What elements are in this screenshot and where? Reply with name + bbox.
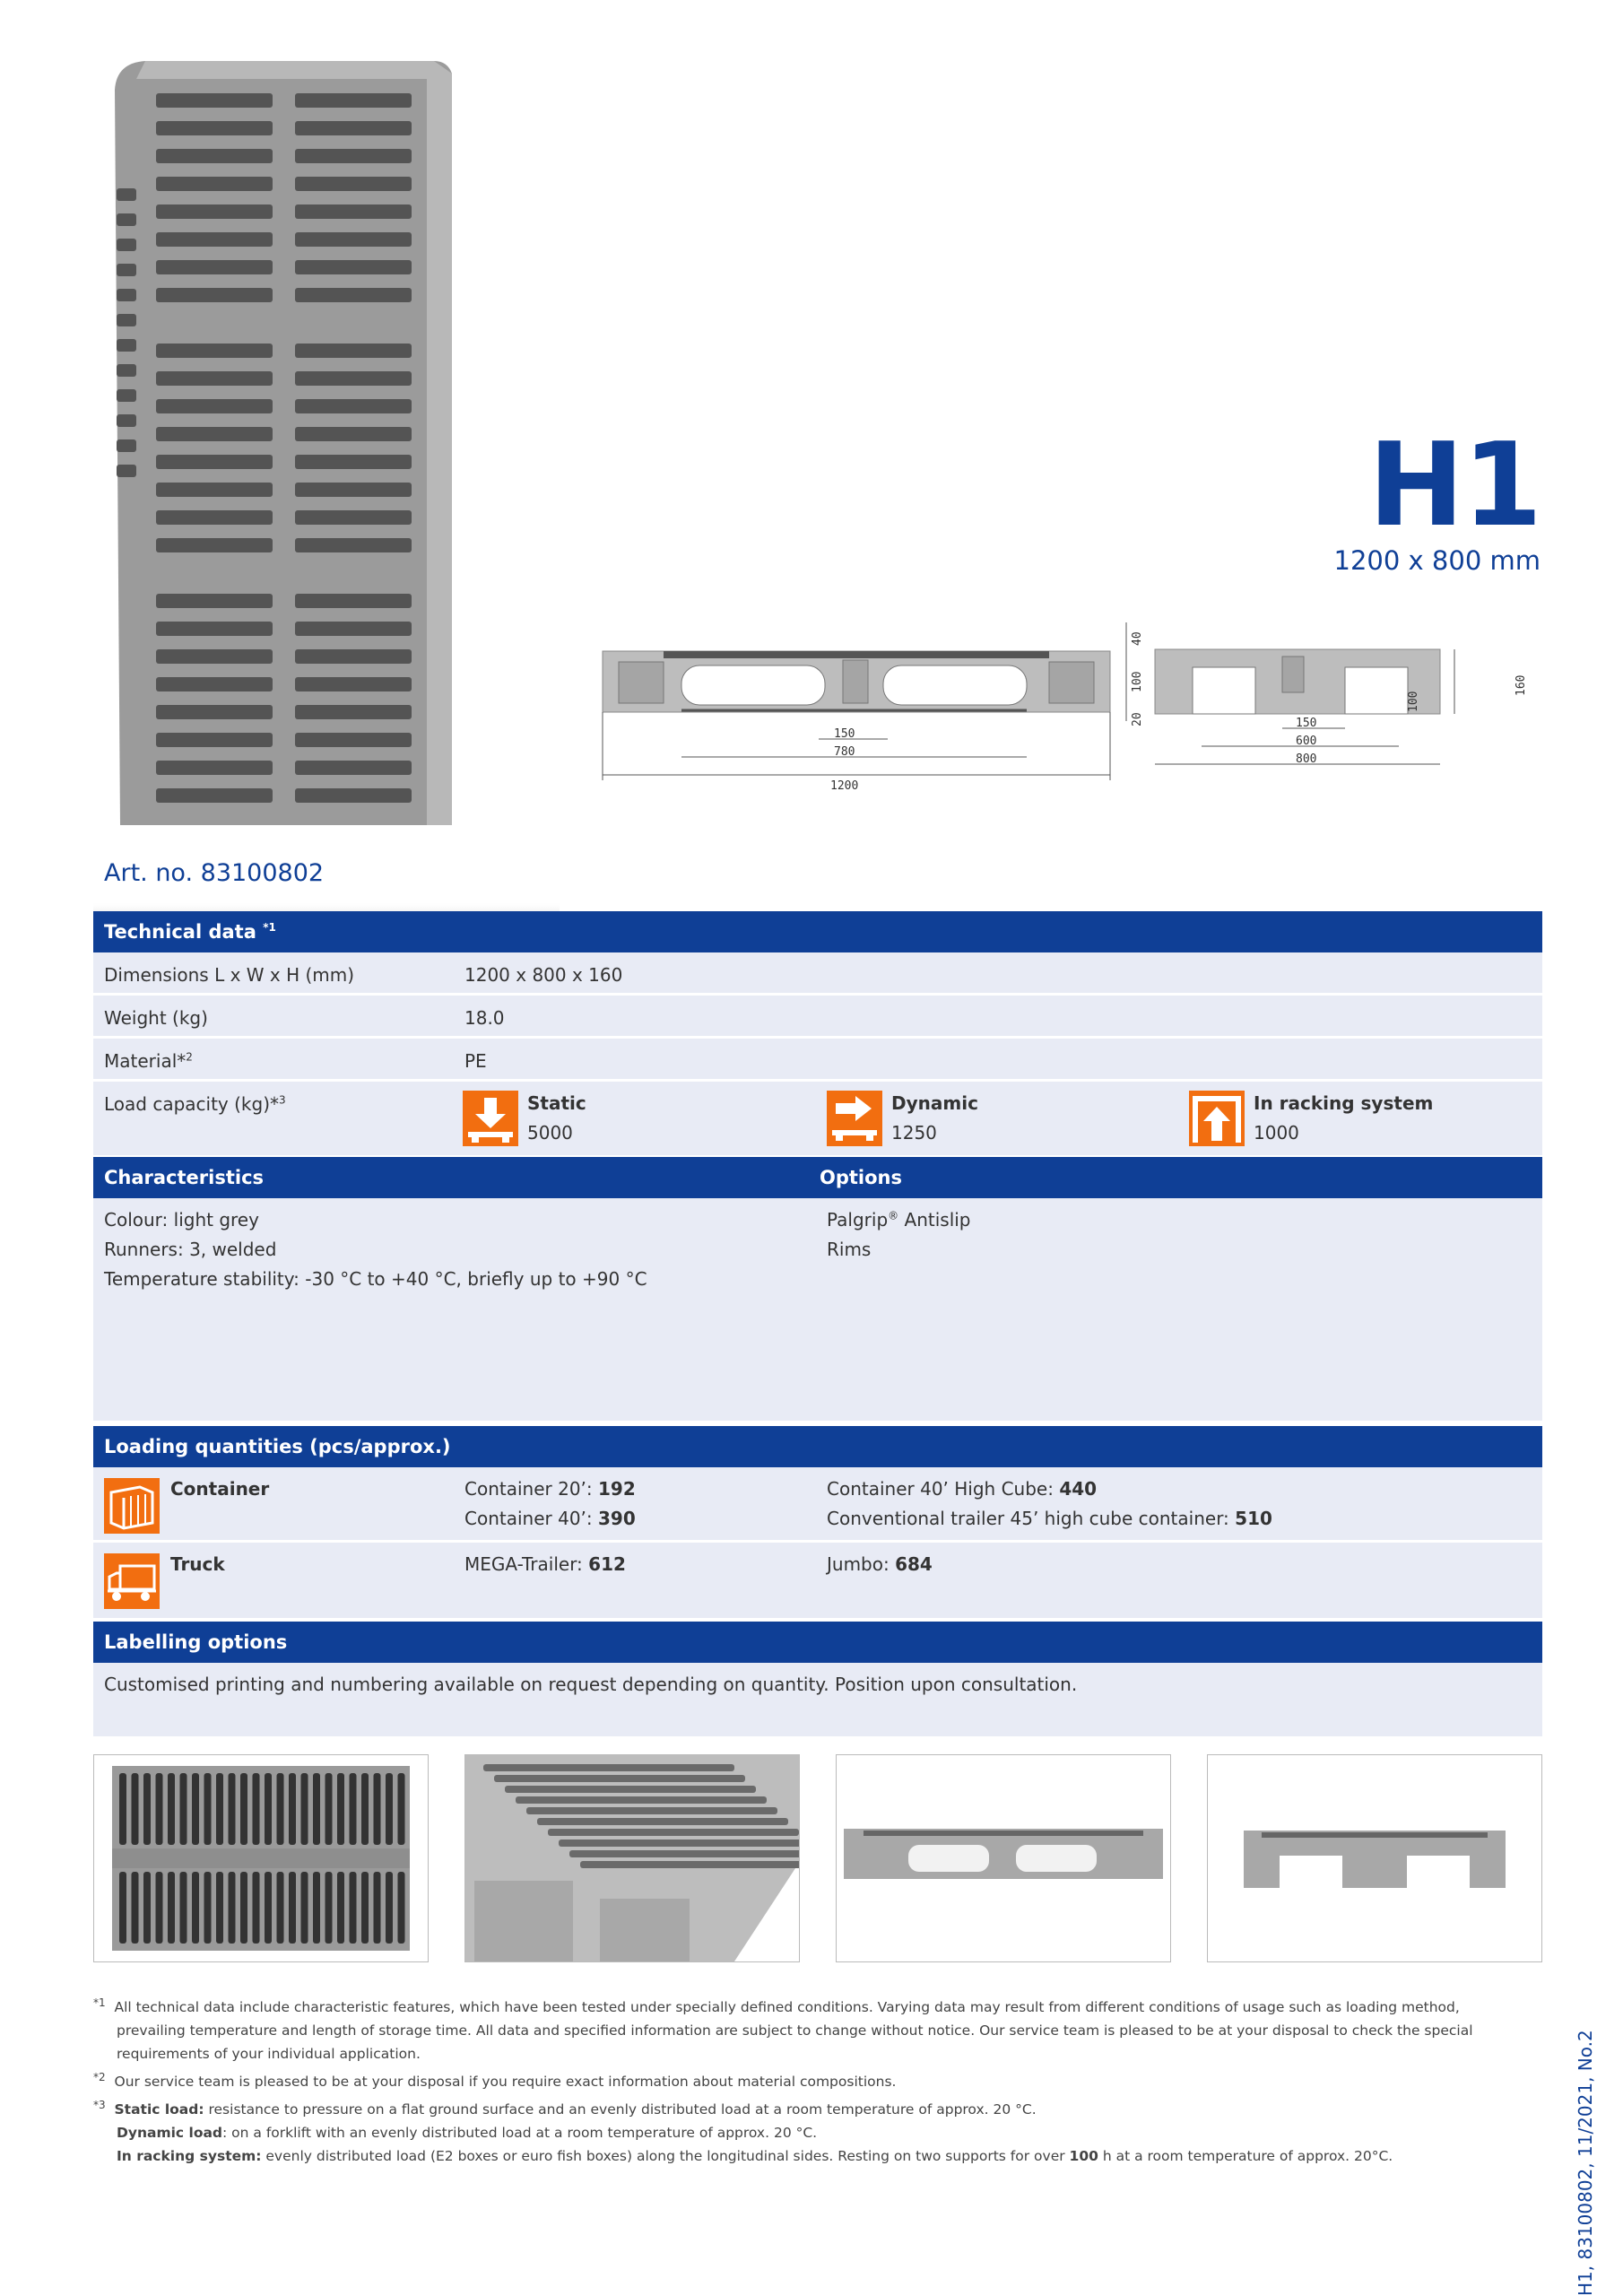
table-row-load-capacity: Load capacity (kg)*$^3$ Static 5000 Dynamic 1250 In racking system 1000: [93, 1082, 1542, 1155]
table-row-container: [93, 1467, 1542, 1543]
table-row-material: Material*$^2$ PE: [93, 1039, 1542, 1082]
document-reference: H1, 83100802, 11/2021, No.2: [1575, 2030, 1596, 2296]
dynamic-load-value: 1250: [891, 1122, 937, 1144]
characteristics-section: [93, 1198, 1542, 1421]
product-dimensions: 1200 x 800 mm: [1333, 545, 1541, 576]
table-row-truck: [93, 1543, 1542, 1618]
dynamic-load-label: Dynamic: [891, 1092, 978, 1114]
racking-load-icon: [1189, 1091, 1245, 1146]
container-20-quantity: Container 20’: 192: [464, 1478, 636, 1500]
end-dim-600: 600: [1296, 735, 1317, 748]
end-dim-160: 160: [1515, 674, 1528, 696]
loading-quantities-header: Loading quantities (pcs/approx.): [93, 1426, 1542, 1467]
table-row-dimensions: Dimensions L x W x H (mm) 1200 x 800 x 160: [93, 952, 1542, 996]
side-dim-40: 40: [1131, 631, 1144, 646]
pallet-hero-image: [93, 54, 560, 915]
footnote-2: $^{*2}$ Our service team is pleased to be at your disposal if you require exact information about material compositions.: [93, 2071, 897, 2091]
static-load-value: 5000: [527, 1122, 573, 1144]
side-view-drawing: [603, 622, 1144, 793]
container-40-quantity: Container 40’: 390: [464, 1508, 636, 1529]
characteristic-runners: Runners: 3, welded: [104, 1239, 277, 1260]
characteristics-header: Characteristics Options: [93, 1157, 1542, 1198]
truck-icon: [104, 1553, 160, 1609]
side-dim-1200: 1200: [830, 779, 859, 793]
footnote-3-racking: In racking system: evenly distributed load (E2 boxes or euro fish boxes) along the longitudinal sides. Resting on two supports for over 100 h at a room temperature of approx. 20°C.: [117, 2148, 1393, 2165]
footnote-3-dynamic: Dynamic load: on a forklift with an evenly distributed load at a room temperature of approx. 20 °C.: [117, 2125, 818, 2142]
footnote-3: $^{*3}$ Static load: resistance to pressure on a flat ground surface and an evenly distributed load at a room temperature of approx. 20 °C.: [93, 2099, 1037, 2118]
dynamic-load-icon: [827, 1091, 882, 1146]
thumbnail-top-view: [93, 1754, 429, 1962]
static-load-icon: [463, 1091, 518, 1146]
jumbo-quantity: Jumbo: 684: [827, 1553, 933, 1575]
thumbnail-end-view: [1207, 1754, 1542, 1962]
characteristic-colour: Colour: light grey: [104, 1209, 259, 1231]
trailer-quantity: Conventional trailer 45’ high cube container: 510: [827, 1508, 1272, 1529]
side-dim-150: 150: [834, 727, 855, 741]
side-dim-20: 20: [1131, 712, 1144, 726]
technical-data-header: Technical data $^{*1}$: [93, 911, 1542, 952]
side-dim-780: 780: [834, 745, 855, 759]
end-dim-150: 150: [1296, 717, 1317, 730]
container-hc-quantity: Container 40’ High Cube: 440: [827, 1478, 1098, 1500]
truck-label: Truck: [170, 1553, 225, 1575]
article-number: Art. no. 83100802: [104, 859, 325, 887]
labelling-options-section: [93, 1663, 1542, 1736]
static-load-label: Static: [527, 1092, 586, 1114]
technical-data-footnote-mark: *1: [263, 921, 276, 934]
racking-load-label: In racking system: [1254, 1092, 1434, 1114]
container-icon: [104, 1478, 160, 1534]
end-dim-800: 800: [1296, 752, 1317, 766]
footnotes: [93, 1991, 1492, 2168]
option-palgrip: Palgrip® Antislip: [827, 1209, 971, 1231]
thumbnail-side-view: [836, 1754, 1171, 1962]
side-dim-100: 100: [1131, 671, 1144, 692]
end-view-drawing: [1155, 649, 1528, 766]
option-rims: Rims: [827, 1239, 872, 1260]
labelling-options-text: Customised printing and numbering available on request depending on quantity. Position upon consultation.: [104, 1674, 1078, 1695]
product-name: H1: [1367, 419, 1541, 552]
characteristic-temperature: Temperature stability: -30 °C to +40 °C, briefly up to +90 °C: [104, 1268, 647, 1290]
table-row-weight: Weight (kg) 18.0: [93, 996, 1542, 1039]
mega-trailer-quantity: MEGA-Trailer: 612: [464, 1553, 626, 1575]
end-dim-100: 100: [1407, 691, 1420, 712]
technical-drawing: [592, 613, 1542, 793]
thumbnail-perspective-view: [464, 1754, 800, 1962]
container-label: Container: [170, 1478, 270, 1500]
options-header: Options: [820, 1167, 902, 1188]
footnote-1: $^{*1}$ All technical data include characteristic features, which have been tested under specially defined conditions. Varying data may result from different conditions of usage such as loading method, prevailing temperature and length of storage time. All data and specified information are subject to change without notice. Our service team is pleased to be at your disposal to check the special requirements of your individual application.: [93, 1996, 1473, 2063]
labelling-options-header: Labelling options: [93, 1622, 1542, 1663]
racking-load-value: 1000: [1254, 1122, 1299, 1144]
